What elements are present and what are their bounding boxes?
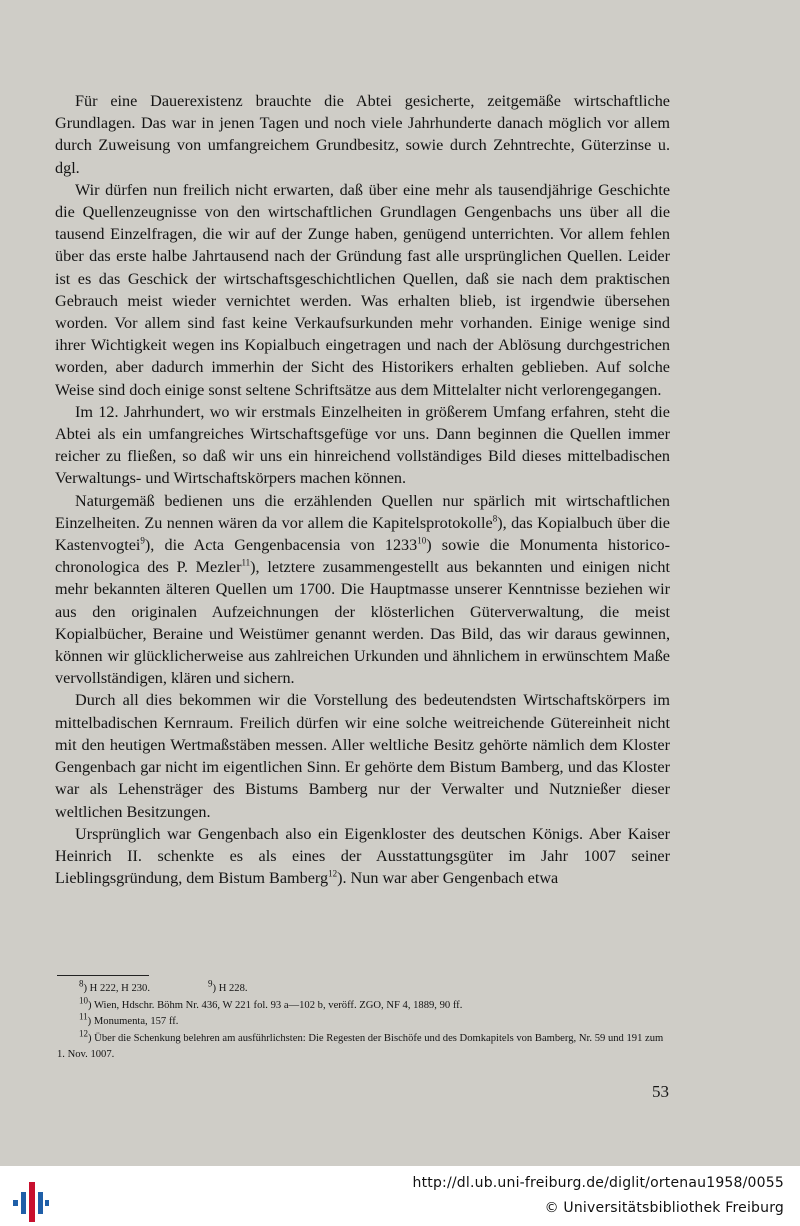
footnote-ref-12[interactable]: 12	[328, 868, 338, 879]
library-footer	[0, 1166, 800, 1226]
copyright-notice: © Universitätsbibliothek Freiburg	[544, 1200, 784, 1216]
footnote-12-text: ) Über die Schenkung belehren am ausführlichsten: Die Regesten der Bischöfe und des Domkapitels von Bamberg, Nr. 59 und 191 zum 1. Nov. 1007.	[57, 1032, 664, 1061]
paragraph-5: Durch all dies bekommen wir die Vorstellung des bedeutendsten Wirtschaftskörpers im mittelbadischen Kernraum. Freilich dürfen wir eine solche weitreichende Gütereinheit nicht mit den heutigen Wertmaßstäben messen. Aller weltliche Besitz gehörte nämlich dem Kloster Gengenbach gar nicht im eigentlichen Sinn. Er gehörte dem Bistum Bamberg, und das Kloster war als Lehensträger des Bistums Bamberg nur der Verwalter und Nutznießer dieser weltlichen Besitzungen.	[55, 691, 670, 821]
paragraph-4-text-3: ), die Acta Gengenbacensia von 1233	[144, 536, 418, 555]
paragraph-6	[55, 823, 670, 890]
paragraph-2: Wir dürfen nun freilich nicht erwarten, daß über eine mehr als tausendjährige Geschichte die Quellenzeugnisse von den wirtschaftlichen Grundlagen Gengenbachs uns über all die tausend Einzelfragen, die wir auf der Zunge haben, genügend unterrichten. Vor allem fehlen über das erste halbe Jahrtausend nach der Gründung fast alle ursprünglichen Quellen. Leider ist es das Geschick der wirtschaftsgeschichtlichen Quellen, daß sie nach dem praktischen Gebrauch meist wieder vernichtet werden. Was erhalten blieb, ist irgendwie übersehen worden. Vor allem sind fast keine Verkaufsurkunden mehr vorhanden. Einige wenige sind ihrer Wichtigkeit wegen ins Kopialbuch eingetragen und nach der Ablösung durchgestrichen worden, aber dadurch immerhin der Sicht des Historikers erhalten geblieben. Auf solche Weise sind doch einige sonst seltene Schriftsätze aus dem Mittelalter nicht verlorengegangen.	[55, 180, 670, 399]
paragraph-4-text-5: ), letztere zusammengestellt aus bekannten und einigen nicht mehr bekannten älteren Quellen um 1700. Die Hauptmasse unserer Kenntnisse beziehen wir aus den originalen Aufzeichnungen der klösterlichen Güterverwaltung, die meist Kopialbücher, Beraine und Weistümer genannt werden. Das Bild, das wir daraus gewinnen, können wir glücklicherweise aus zahlreichen Urkunden und ähnlichem in erwünschtem Maße vervollständigen, klären und sichern.	[55, 558, 671, 688]
paragraph-1: Für eine Dauerexistenz brauchte die Abtei gesicherte, zeitgemäße wirtschaftliche Grundlagen. Das war in jenen Tagen und noch viele Jahrhunderte danach möglich vor allem durch Zuweisung von umfangreichem Grundbesitz, sowie durch Zehntrechte, Güterzinse u. dgl.	[55, 92, 670, 177]
footnote-9-text: ) H 228.	[212, 983, 248, 994]
footnote-ref-10[interactable]: 10	[417, 535, 427, 546]
footnote-11-text: ) Monumenta, 157 ff.	[87, 1016, 179, 1028]
footnote-8-9-line	[57, 978, 670, 998]
paragraph-4	[55, 490, 670, 690]
footnote-mark-9: 9	[208, 978, 213, 989]
ub-freiburg-logo-icon[interactable]	[10, 1178, 50, 1222]
footnote-ref-11[interactable]: 11	[241, 557, 251, 568]
paragraph-4-text-4: ) sowie die Monumenta historico-chronologica des P. Mezler	[55, 536, 670, 577]
footnote-ref-9[interactable]: 9	[140, 535, 145, 546]
page-number: 53	[652, 1082, 669, 1101]
footnote-mark-11: 11	[79, 1011, 88, 1022]
footnote-10	[57, 995, 670, 1015]
body-text	[55, 90, 670, 889]
footnote-mark-8: 8	[79, 978, 84, 989]
logo-svg	[10, 1178, 50, 1222]
footnote-8-text: ) H 222, H 230.	[83, 983, 151, 994]
footnotes	[57, 978, 670, 1064]
footnote-10-text: ) Wien, Hdschr. Böhm Nr. 436, W 221 fol. 93 a—102 b, veröff. ZGO, NF 4, 1889, 90 ff.	[88, 999, 463, 1011]
paragraph-4-text-2: ), das Kopialbuch über die Kastenvogtei	[55, 513, 670, 555]
paragraph-6-text-1: Ursprünglich war Gengenbach also ein Eigenkloster des deutschen Königs. Aber Kaiser Heinrich II. schenkte es als eines der Ausstattungsgüter im Jahr 1007 seiner Lieblingsgründung, dem Bistum Bamberg	[55, 824, 670, 888]
footnote-ref-8[interactable]: 8	[492, 513, 498, 524]
footnote-mark-10: 10	[79, 995, 88, 1006]
source-url-link[interactable]: http://dl.ub.uni-freiburg.de/diglit/ortenau1958/0055	[412, 1175, 784, 1191]
paragraph-6-text-2: ). Nun war aber Gengenbach etwa	[337, 869, 559, 888]
paragraph-4-text-1: Naturgemäß bedienen uns die erzählenden Quellen nur spärlich mit wirtschaftlichen Einzelheiten. Zu nennen wären da vor allem die Kapitelsprotokolle	[55, 491, 670, 532]
footnote-11	[57, 1011, 670, 1031]
paragraph-3: Im 12. Jahrhundert, wo wir erstmals Einzelheiten in größerem Umfang erfahren, steht die Abtei als ein umfangreiches Wirtschaftsgefüge vor uns. Dann beginnen die Quellen immer reicher zu fließen, so daß wir uns ein hinreichend vollständiges Bild dieses mittelbadischen Verwaltungs- und Wirtschaftskörpers machen können.	[55, 402, 670, 488]
footnote-divider	[57, 975, 149, 976]
footnote-mark-12: 12	[79, 1028, 88, 1039]
footnote-12	[57, 1028, 670, 1064]
